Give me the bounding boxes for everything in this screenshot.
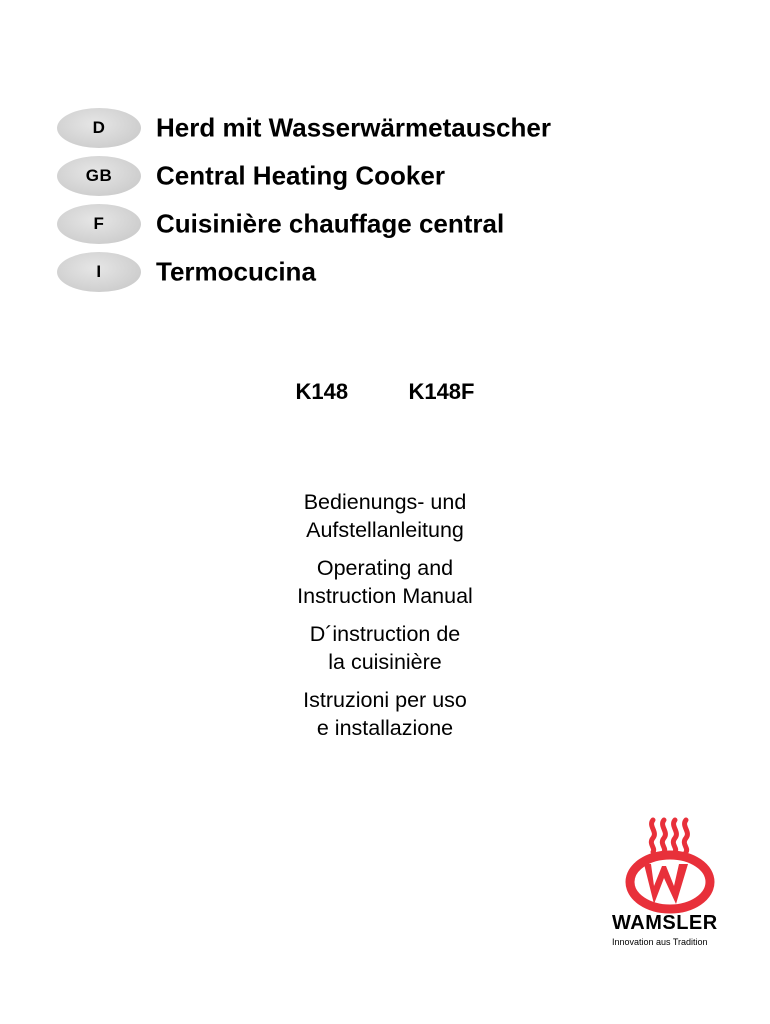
language-badge-d: D — [57, 108, 141, 148]
language-row-gb — [57, 156, 445, 196]
model-numbers: K148 K148F — [295, 379, 475, 404]
manual-title-en — [0, 554, 770, 610]
document-title-de: Herd mit Wasserwärmetauscher — [156, 112, 551, 143]
manual-title-line: Bedienungs- und — [303, 490, 467, 514]
language-badge-i: I — [57, 252, 141, 292]
language-row-d — [57, 108, 551, 148]
manual-title-line: Istruzioni per uso — [303, 688, 467, 712]
document-title-en: Central Heating Cooker — [156, 160, 445, 191]
language-row-f — [57, 204, 505, 244]
brand-tagline: Innovation aus Tradition — [612, 937, 708, 947]
language-row-i — [57, 252, 316, 292]
language-badge-f: F — [57, 204, 141, 244]
language-badge-gb: GB — [57, 156, 141, 196]
manual-title-line: D´instruction de — [309, 622, 461, 646]
manual-title-fr — [0, 620, 770, 676]
brand-name: WAMSLER — [612, 912, 718, 934]
document-title-fr: Cuisinière chauffage central — [156, 208, 505, 239]
manual-title-line: Aufstellanleitung — [306, 518, 464, 542]
manual-title-it — [0, 686, 770, 742]
document-title-it: Termocucina — [156, 256, 316, 287]
manual-title-de — [0, 488, 770, 544]
manual-title-line: Instruction Manual — [297, 584, 473, 608]
manual-title-line: Operating and — [316, 556, 454, 580]
manual-title-line: e installazione — [316, 716, 454, 740]
manual-title-line: la cuisinière — [328, 650, 442, 674]
